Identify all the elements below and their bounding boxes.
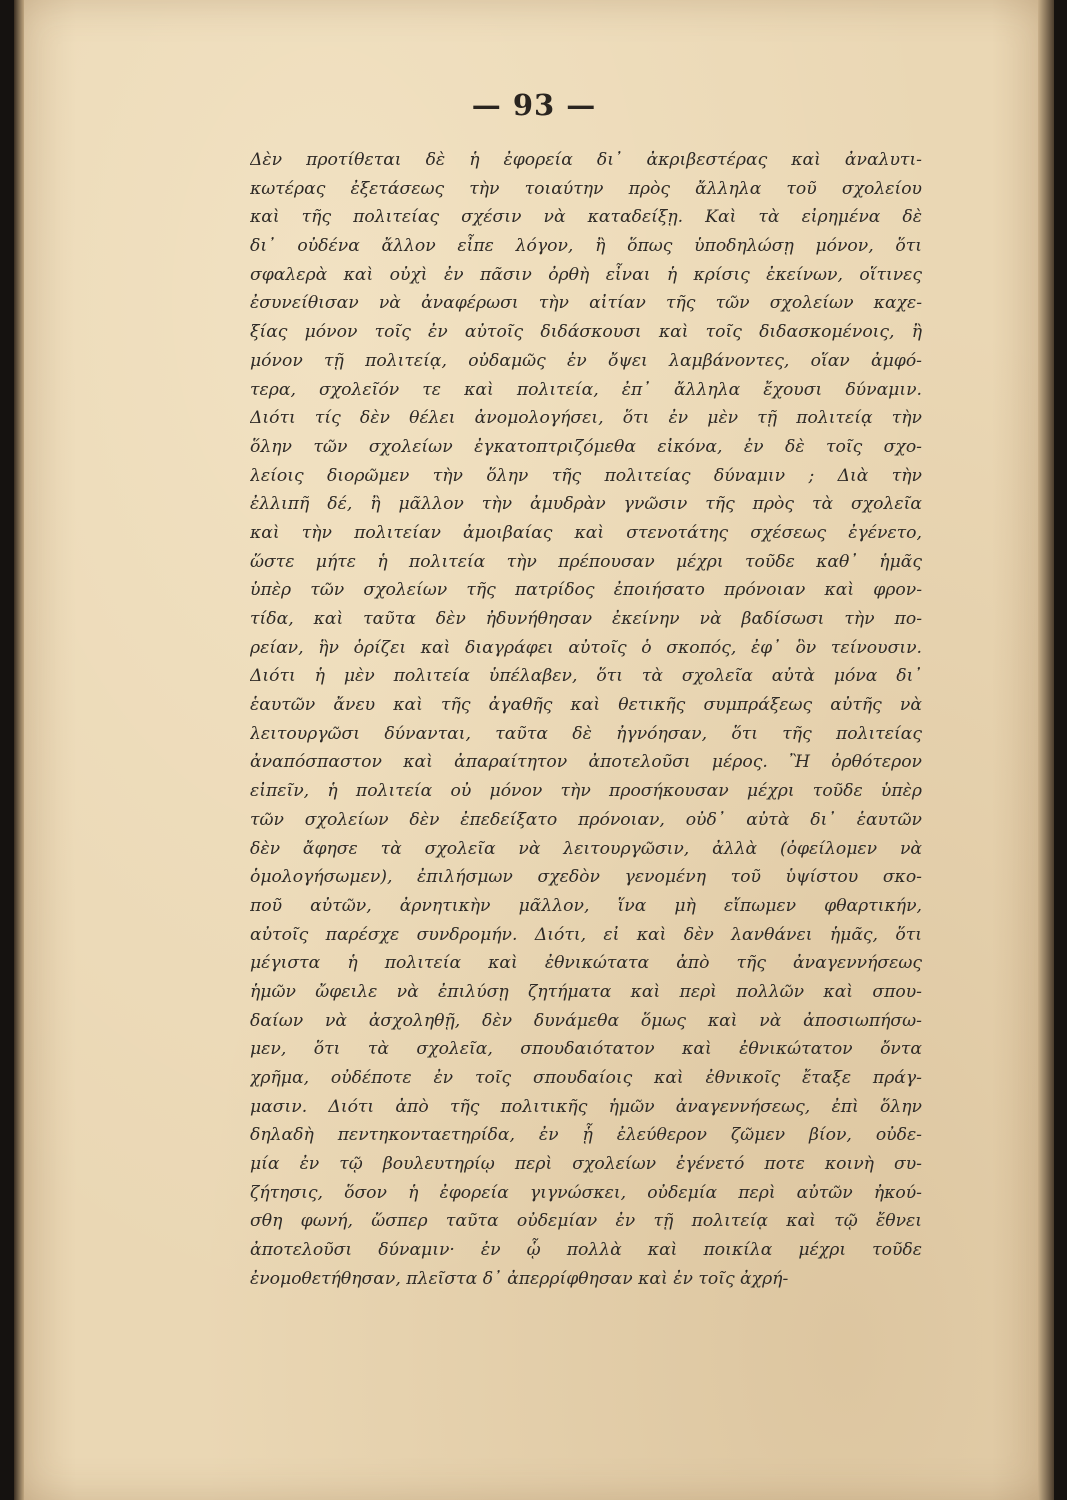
text-line: Διότι τίς δὲν θέλει ἀνομολογήσει, ὅτι ἐν μὲν τῇ πολιτείᾳ τὴν (250, 408, 922, 429)
text-line: καὶ τὴν πολιτείαν ἀμοιβαίας καὶ στενοτάτης σχέσεως ἐγένετο, (250, 522, 922, 543)
text-line: μία ἐν τῷ βουλευτηρίῳ περὶ σχολείων ἐγένετό ποτε κοινὴ συ- (250, 1154, 922, 1175)
text-line: ἐλλιπῆ δέ, ἢ μᾶλλον τὴν ἀμυδρὰν γνῶσιν τῆς πρὸς τὰ σχολεῖα (250, 494, 922, 515)
text-line: ὥστε μήτε ἡ πολιτεία τὴν πρέπουσαν μέχρι τοῦδε καθ᾿ ἡμᾶς (250, 551, 922, 572)
text-line: ποῦ αὐτῶν, ἀρνητικὴν μᾶλλον, ἵνα μὴ εἴπωμεν φθαρτικήν, (250, 895, 922, 916)
text-line: ὅλην τῶν σχολείων ἐγκατοπτριζόμεθα εἰκόνα, ἐν δὲ τοῖς σχο- (250, 436, 922, 457)
text-line: μεν, ὅτι τὰ σχολεῖα, σπουδαιότατον καὶ ἐθνικώτατον ὄντα (250, 1039, 922, 1060)
text-line: εἰπεῖν, ἡ πολιτεία οὐ μόνον τὴν προσήκουσαν μέχρι τοῦδε ὑπὲρ (250, 781, 922, 802)
text-line: τίδα, καὶ ταῦτα δὲν ἠδυνήθησαν ἐκείνην νὰ βαδίσωσι τὴν πο- (250, 609, 922, 629)
text-line: μόνον τῇ πολιτείᾳ, οὐδαμῶς ἐν ὄψει λαμβάνοντες, οἵαν ἀμφό- (250, 350, 922, 371)
text-line: δηλαδὴ πεντηκονταετηρίδα, ἐν ᾗ ἐλεύθερον ζῶμεν βίον, οὐδε- (250, 1125, 922, 1146)
text-line: ἀποτελοῦσι δύναμιν· ἐν ᾧ πολλὰ καὶ ποικίλα μέχρι τοῦδε (250, 1240, 922, 1261)
text-line: ἑαυτῶν ἄνευ καὶ τῆς ἀγαθῆς καὶ θετικῆς συμπράξεως αὐτῆς νὰ (250, 695, 922, 716)
text-line: ρείαν, ἣν ὁρίζει καὶ διαγράφει αὐτοῖς ὁ σκοπός, ἐφ᾿ ὃν τείνουσιν. (250, 637, 922, 658)
text-line: ἐνομοθετήθησαν, πλεῖστα δ᾿ ἀπερρίφθησαν καὶ ἐν τοῖς ἀχρή- (250, 1268, 789, 1289)
text-line: μέγιστα ἡ πολιτεία καὶ ἐθνικώτατα ἀπὸ τῆς ἀναγεννήσεως (250, 953, 922, 974)
text-line: μασιν. Διότι ἀπὸ τῆς πολιτικῆς ἡμῶν ἀναγεννήσεως, ἐπὶ ὅλην (250, 1096, 922, 1117)
text-line: ἀναπόσπαστον καὶ ἀπαραίτητον ἀποτελοῦσι μέρος. Ἢ ὀρθότερον (250, 752, 922, 773)
text-line: ξίας μόνον τοῖς ἐν αὐτοῖς διδάσκουσι καὶ τοῖς διδασκομένοις, ἢ (250, 322, 922, 343)
text-line: ἐσυνείθισαν νὰ ἀναφέρωσι τὴν αἰτίαν τῆς τῶν σχολείων καχε- (250, 293, 922, 314)
body-text (250, 146, 922, 1294)
text-line: κωτέρας ἐξετάσεως τὴν τοιαύτην πρὸς ἄλληλα τοῦ σχολείου (250, 178, 922, 199)
page-left-edge (14, 0, 24, 1500)
text-line: ὑπὲρ τῶν σχολείων τῆς πατρίδος ἐποιήσατο πρόνοιαν καὶ φρον- (250, 580, 922, 601)
text-line: λείοις διορῶμεν τὴν ὅλην τῆς πολιτείας δύναμιν ; Διὰ τὴν (250, 465, 922, 486)
page-right-edge (1038, 0, 1054, 1500)
text-line: λειτουργῶσι δύνανται, ταῦτα δὲ ἠγνόησαν, ὅτι τῆς πολιτείας (250, 723, 922, 744)
text-line: αὐτοῖς παρέσχε συνδρομήν. Διότι, εἰ καὶ δὲν λανθάνει ἡμᾶς, ὅτι (250, 924, 922, 945)
text-line: χρῆμα, οὐδέποτε ἐν τοῖς σπουδαίοις καὶ ἐθνικοῖς ἔταξε πράγ- (250, 1068, 922, 1088)
book-page (14, 0, 1054, 1500)
text-line: τερα, σχολεῖόν τε καὶ πολιτεία, ἐπ᾿ ἄλληλα ἔχουσι δύναμιν. (250, 379, 922, 400)
text-line: Δὲν προτίθεται δὲ ἡ ἐφορεία δι᾿ ἀκριβεστέρας καὶ ἀναλυτι- (250, 150, 922, 170)
text-line: Διότι ἡ μὲν πολιτεία ὑπέλαβεν, ὅτι τὰ σχολεῖα αὐτὰ μόνα δι᾿ (250, 666, 922, 687)
text-line: δὲν ἄφησε τὰ σχολεῖα νὰ λειτουργῶσιν, ἀλλὰ (ὀφείλομεν νὰ (250, 838, 922, 859)
text-line: δαίων νὰ ἀσχοληθῇ, δὲν δυνάμεθα ὅμως καὶ νὰ ἀποσιωπήσω- (250, 1010, 922, 1031)
page-number: — 93 — (471, 88, 597, 122)
text-line: σθη φωνή, ὥσπερ ταῦτα οὐδεμίαν ἐν τῇ πολιτείᾳ καὶ τῷ ἔθνει (250, 1211, 922, 1232)
text-line: ζήτησις, ὅσον ἡ ἐφορεία γιγνώσκει, οὐδεμία περὶ αὐτῶν ἠκού- (250, 1182, 922, 1203)
text-line: δι᾿ οὐδένα ἄλλον εἶπε λόγον, ἢ ὅπως ὑποδηλώσῃ μόνον, ὅτι (250, 236, 922, 257)
text-line: σφαλερὰ καὶ οὐχὶ ἐν πᾶσιν ὀρθὴ εἶναι ἡ κρίσις ἐκείνων, οἵτινες (250, 264, 922, 285)
text-line: ὁμολογήσωμεν), ἐπιλήσμων σχεδὸν γενομένη τοῦ ὑψίστου σκο- (250, 867, 922, 888)
text-line: καὶ τῆς πολιτείας σχέσιν νὰ καταδείξῃ. Καὶ τὰ εἰρημένα δὲ (250, 207, 922, 228)
text-line: ἡμῶν ὤφειλε νὰ ἐπιλύσῃ ζητήματα καὶ περὶ πολλῶν καὶ σπου- (250, 981, 922, 1002)
text-line: τῶν σχολείων δὲν ἐπεδείξατο πρόνοιαν, οὐδ᾿ αὐτὰ δι᾿ ἑαυτῶν (250, 809, 922, 830)
